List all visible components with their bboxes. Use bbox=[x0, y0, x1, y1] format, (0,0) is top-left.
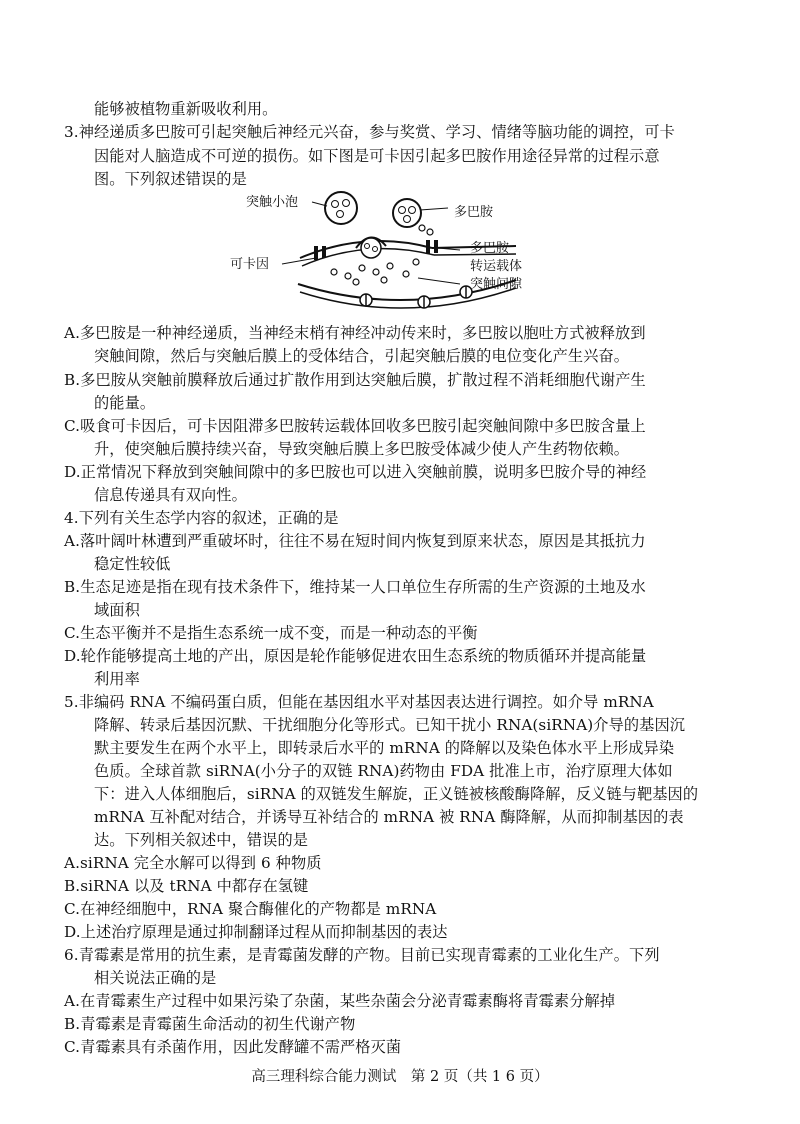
label-transporter-line1: 多巴胺 bbox=[470, 241, 510, 256]
text-line: 降解、转录后基因沉默、干扰细胞分化等形式。已知干扰小 RNA(siRNA)介导的基因沉 bbox=[94, 716, 686, 734]
text-line: 默主要发生在两个水平上，即转录后水平的 mRNA 的降解以及染色体水平上形成异染 bbox=[94, 739, 675, 757]
option-a: A.落叶阔叶林遭到严重破坏时，往往不易在短时间内恢复到原来状态，原因是其抵抗力 bbox=[64, 532, 646, 550]
text-line: 相关说法正确的是 bbox=[94, 969, 217, 987]
text-line: 域面积 bbox=[94, 601, 140, 619]
text-line: 的能量。 bbox=[94, 394, 156, 412]
label-cocaine: 可卡因 bbox=[230, 257, 270, 272]
option-a: A.在青霉素生产过程中如果污染了杂菌，某些杂菌会分泌青霉素酶将青霉素分解掉 bbox=[64, 992, 616, 1010]
text-line: mRNA 互补配对结合，并诱导互补结合的 mRNA 被 RNA 酶降解，从而抑制基因的表 bbox=[94, 808, 684, 826]
option-b: B.siRNA 以及 tRNA 中都存在氢键 bbox=[64, 877, 309, 895]
text-line: 因能对人脑造成不可逆的损伤。如下图是可卡因引起多巴胺作用途径异常的过程示意 bbox=[94, 147, 660, 165]
label-vesicle: 突触小泡 bbox=[246, 195, 299, 210]
synapse-diagram bbox=[216, 188, 550, 318]
text-line: 稳定性较低 bbox=[94, 555, 171, 573]
text-line: 升，使突触后膜持续兴奋，导致突触后膜上多巴胺受体减少使人产生药物依赖。 bbox=[94, 440, 630, 458]
text-line: 能够被植物重新吸收利用。 bbox=[94, 100, 278, 118]
label-cleft: 突触间隙 bbox=[470, 277, 523, 292]
question-3-stem: 3.神经递质多巴胺可引起突触后神经元兴奋，参与奖赏、学习、情绪等脑功能的调控，可卡 bbox=[64, 123, 675, 141]
option-b: B.青霉素是青霉菌生命活动的初生代谢产物 bbox=[64, 1015, 356, 1033]
label-dopamine: 多巴胺 bbox=[454, 205, 494, 220]
text-line: 下：进入人体细胞后，siRNA 的双链发生解旋，正义链被核酸酶降解，反义链与靶基因的 bbox=[94, 785, 699, 803]
text-line: 色质。全球首款 siRNA(小分子的双链 RNA)药物由 FDA 批准上市，治疗原理大体如 bbox=[94, 762, 673, 780]
label-transporter-line2: 转运载体 bbox=[470, 259, 523, 274]
text-line: 突触间隙，然后与突触后膜上的受体结合，引起突触后膜的电位变化产生兴奋。 bbox=[94, 347, 630, 365]
option-c: C.生态平衡并不是指生态系统一成不变，而是一种动态的平衡 bbox=[64, 624, 478, 642]
option-d: D.轮作能够提高土地的产出，原因是轮作能够促进农田生态系统的物质循环并提高能量 bbox=[64, 647, 647, 665]
option-b: B.生态足迹是指在现有技术条件下，维持某一人口单位生存所需的生产资源的土地及水 bbox=[64, 578, 646, 596]
question-4-stem: 4.下列有关生态学内容的叙述，正确的是 bbox=[64, 509, 339, 527]
text-line: 利用率 bbox=[94, 670, 140, 688]
option-d: D.上述治疗原理是通过抑制翻译过程从而抑制基因的表达 bbox=[64, 923, 448, 941]
option-c: C.在神经细胞中，RNA 聚合酶催化的产物都是 mRNA bbox=[64, 900, 437, 918]
text-line: 信息传递具有双向性。 bbox=[94, 486, 247, 504]
text-line: 图。下列叙述错误的是 bbox=[94, 170, 247, 188]
text-line: 达。下列相关叙述中，错误的是 bbox=[94, 831, 309, 849]
option-c: C.吸食可卡因后，可卡因阻滞多巴胺转运载体回收多巴胺引起突触间隙中多巴胺含量上 bbox=[64, 417, 646, 435]
question-5-stem: 5.非编码 RNA 不编码蛋白质，但能在基因组水平对基因表达进行调控。如介导 mRNA bbox=[64, 693, 654, 711]
option-a: A.多巴胺是一种神经递质，当神经末梢有神经冲动传来时，多巴胺以胞吐方式被释放到 bbox=[64, 324, 646, 342]
question-6-stem: 6.青霉素是常用的抗生素，是青霉菌发酵的产物。目前已实现青霉素的工业化生产。下列 bbox=[64, 946, 660, 964]
page-footer: 高三理科综合能力测试 第 2 页（共 1 6 页） bbox=[251, 1069, 549, 1085]
option-c: C.青霉素具有杀菌作用，因此发酵罐不需严格灭菌 bbox=[64, 1038, 402, 1056]
option-d: D.正常情况下释放到突触间隙中的多巴胺也可以进入突触前膜，说明多巴胺介导的神经 bbox=[64, 463, 647, 481]
option-b: B.多巴胺从突触前膜释放后通过扩散作用到达突触后膜，扩散过程不消耗细胞代谢产生 bbox=[64, 371, 646, 389]
option-a: A.siRNA 完全水解可以得到 6 种物质 bbox=[64, 854, 322, 872]
